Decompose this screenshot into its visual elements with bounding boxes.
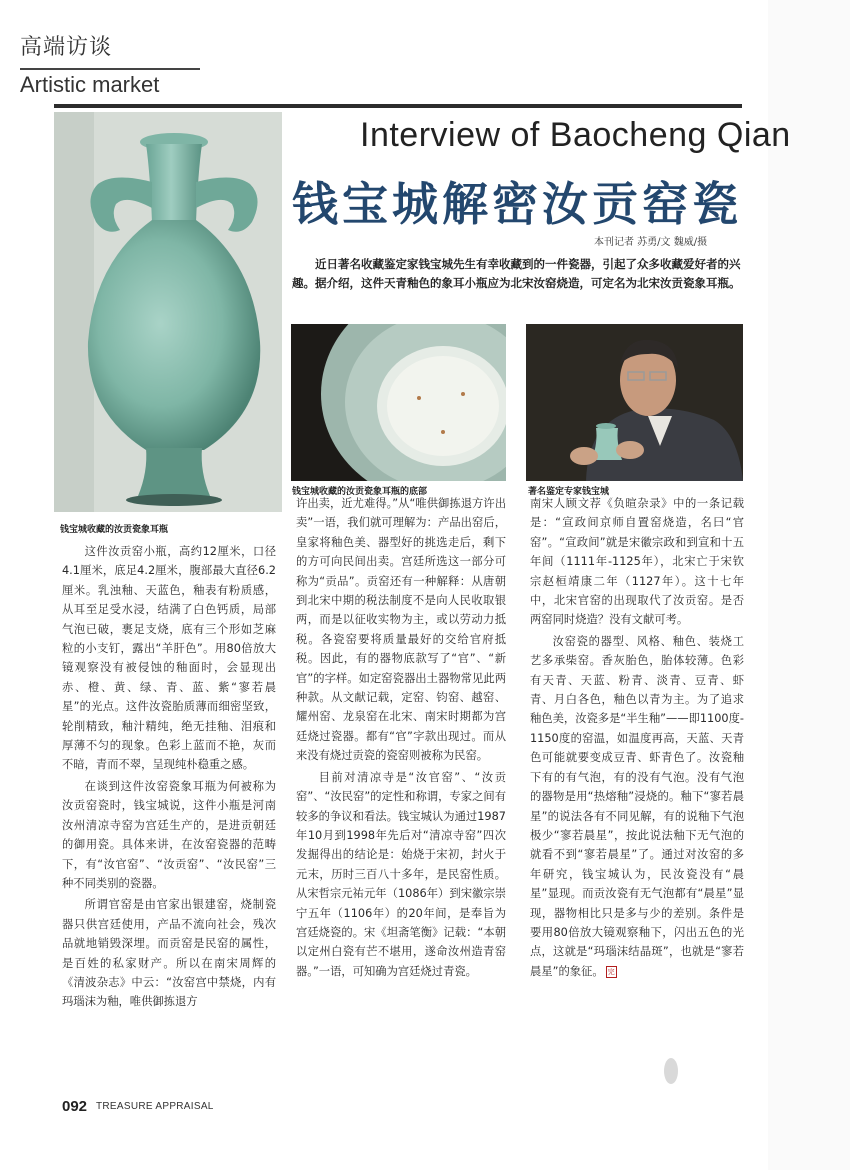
title-cn: 钱宝城解密汝贡窑瓷 (292, 177, 742, 231)
body-column-3 (530, 494, 744, 981)
section-title-en: Artistic market (20, 72, 160, 97)
intro-paragraph: 近日著名收藏鉴定家钱宝城先生有幸收藏到的一件瓷器，引起了众多收藏爱好者的兴趣。据介绍，这件天青釉色的象耳小瓶应为北宋汝窑烧造，可定名为北宋汝贡瓷象耳瓶。 (292, 257, 741, 290)
vase-illustration (54, 112, 282, 512)
byline: 本刊记者 苏勇/文 魏威/摄 (594, 237, 708, 248)
page-edge (768, 0, 850, 1170)
title-en: Interview of Baocheng Qian (360, 116, 791, 154)
section-title-cn: 高端访谈 (20, 35, 113, 60)
paragraph (530, 632, 744, 981)
expert-photo (526, 324, 743, 481)
page-number: 092 (62, 1098, 88, 1115)
caption-base: 钱宝城收藏的汝贡瓷象耳瓶的底部 (292, 487, 428, 497)
paragraph: 这件汝贡窑小瓶，高约12厘米，口径4.1厘米，底足4.2厘米，腹部最大直径6.2厘米。乳浊釉、天蓝色，釉表有粉质感，从耳至足受水浸，结满了白色钙质，局部气泡已破，裹足支烧，底有三个形如芝麻粒的小支钉，露出“羊肝色”。用80倍放大镜观察没有被侵蚀的釉面时，会显现出赤、橙、黄、绿、青、蓝、紫“寥若晨星”的光点。这件汝瓷胎质薄而细密坚致，轮削精致，釉汁精纯，绝无挂釉、泪痕和厚薄不匀的现象。色彩上蓝而不艳，灰而不暗，青而不翠，呈现纯朴稳重之感。 (62, 545, 276, 772)
body-column-1 (62, 542, 276, 1012)
caption-vase: 钱宝城收藏的汝贡瓷象耳瓶 (60, 525, 169, 535)
paragraph: 所谓官窑是由官家出银建窑，烧制瓷器只供宫廷使用，产品不流向社会，残次品就地销毁深埋。而贡窑是民窑的属性，是百姓的私家财产。所以在南宋周辉的《清波杂志》中云：“汝窑宫中禁烧，内有玛瑙沫为釉，唯供御拣退方 (62, 898, 276, 1009)
end-mark: 完 (607, 967, 615, 976)
vase-photo (54, 112, 282, 512)
section-divider (20, 68, 200, 70)
header-rule (54, 104, 742, 108)
scan-smudge (664, 1058, 678, 1084)
caption-expert: 著名鉴定专家钱宝城 (528, 487, 610, 497)
paragraph: 许出卖，近尤难得。”从“唯供御拣退方许出卖”一语，我们就可理解为：产品出窑后，皇家将釉色美、器型好的挑选走后，剩下的方可向民间出卖。宫廷所选这一部分可称为“贡品”。贡窑还有一种解释：从唐朝到北宋中期的税法制度不是向人民收取银两，而是以征收实物为主，或以劳动力抵税。各瓷窑要将质量最好的交给官府抵税。因此，有的器物底款写了“官”、“新官”的字样。如定窑瓷器出土器物常见此两种款。从文献记载，定窑、钧窑、越窑、耀州窑、龙泉窑在北宋、南宋时期都为宫廷烧过瓷器。都有“官”字款出现过。而从来没有烧过贡瓷的瓷窑则被称为民窑。 (296, 497, 506, 763)
paragraph: 目前对清凉寺是“汝官窑”、“汝贡窑”、“汝民窑”的定性和称谓，专家之间有较多的争议和看法。钱宝城认为通过1987年10月到1998年先后对“清凉寺窑”四次发掘得出的结论是：始烧于宋初，封火于元末，历时三百八十多年，是民窑性质。从宋哲宗元祐元年（1086年）到宋徽宗崇宁五年（1106年）的20年间，是奉旨为宫廷烧瓷的。宋《坦斋笔衡》记载：“本朝以定州白瓷有芒不堪用，遂命汝州造青窑器。”一语，可知确为宫廷烧过青瓷。 (296, 770, 506, 978)
body-column-2 (296, 494, 506, 981)
vase-base-photo (291, 324, 506, 481)
paragraph-text: 汝窑瓷的器型、风格、釉色、装烧工艺多承柴窑。香灰胎色，胎体较薄。色彩有天青、天蓝、粉青、淡青、豆青、虾青、月白各色，釉色以青为主。为了追求釉色美，汝瓷多是“半生釉”——即1100度-1150度的窑温，如温度再高，天蓝、天青色可能就要变成豆青、虾青色了。汝瓷釉下有的有气泡，有的没有气泡。没有气泡的器物是用“热熔釉”浸烧的。釉下“寥若晨星”的说法各有不同见解，有的说釉下气泡极少“寥若晨星”，按此说法釉下无气泡的就看不到“寥若晨星”了。通过对汝窑的多年研究，钱宝城认为，民汝瓷没有“晨星”显现。而贡汝瓷有无气泡都有“晨星”显现，器物相比只是多与少的差别。条件是要用80倍放大镜观察釉下，闪出五色的光点，这就是“玛瑙沫结晶斑”，也就是“寥若晨星”的象征。 (530, 634, 744, 978)
paragraph: 在谈到这件汝窑瓷象耳瓶为何被称为汝贡窑瓷时，钱宝城说，这件小瓶是河南汝州清凉寺窑为宫廷生产的，是进贡朝廷的御用瓷。具体来讲，在汝窑瓷器的范畴下，有“汝官窑”、“汝贡窑”、“汝民窑”三种不同类别的瓷器。 (62, 779, 276, 890)
magazine-name: TREASURE APPRAISAL (96, 1101, 214, 1112)
paragraph: 南宋人顾文荐《负暄杂录》中的一条记载是：“宣政间京师自置窑烧造，名曰“官窑”。“宣政间”就是宋徽宗政和到宣和十五年间（1111年-1125年），北宋亡于宋钦宗赵桓靖康二年（1127年）。这十七年中，北宋官窑的出现取代了汝贡窑。是否两窑同时烧造？没有文献可考。 (530, 497, 744, 627)
